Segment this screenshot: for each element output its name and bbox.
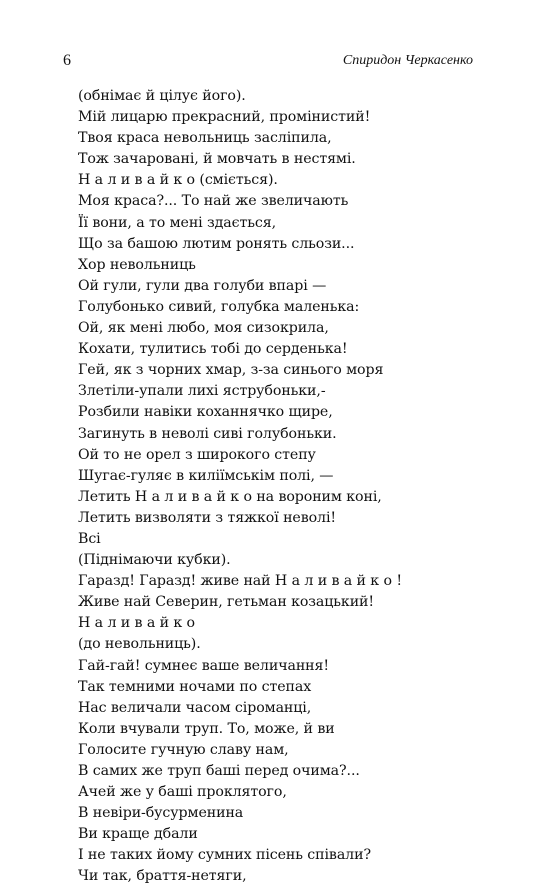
text-line: Тож зачаровані, й мовчать в нестямі. xyxy=(78,151,356,168)
text-line: Гей, як з чорних хмар, з-за синього моря xyxy=(78,362,384,379)
text-line: Коли вчували труп. То, може, й ви xyxy=(78,720,335,737)
text-line: І не таких йому сумних пісень співали? xyxy=(78,847,371,864)
text-line: Шугає-гуляє в киліїмськім полі, — xyxy=(78,467,334,484)
page-header xyxy=(63,52,473,72)
text-line: Кохати, тулитись тобі до серденька! xyxy=(78,341,348,358)
stage-direction: (до невольниць). xyxy=(78,636,201,653)
text-line: Летить Н а л и в а й к о на вороним коні, xyxy=(78,488,382,505)
text-line: Ви краще дбали xyxy=(78,826,198,843)
poem-text xyxy=(78,86,518,888)
text-line: Гай-гай! сумнеє ваше величання! xyxy=(78,657,329,674)
text-line: Чи так, браття-нетяги, xyxy=(78,868,247,885)
text-line: Ой то не орел з широкого степу xyxy=(78,446,316,463)
speaker-line: Хор невольниць xyxy=(78,256,196,273)
text-line: Ой гули, гули два голуби впарі — xyxy=(78,277,327,294)
text-line: Моя краса?... То най же звеличають xyxy=(78,193,349,210)
speaker-line: Н а л и в а й к о xyxy=(78,615,195,632)
text-line: Нас величали часом сіроманці, xyxy=(78,699,312,716)
text-line: Загинуть в неволі сиві голубоньки. xyxy=(78,425,337,442)
text-line: Голубонько сивий, голубка маленька: xyxy=(78,298,360,315)
speaker-line: Н а л и в а й к о (сміється). xyxy=(78,172,278,189)
text-line: Ачей же у баші проклятого, xyxy=(78,784,287,801)
text-line: Так темними ночами по степах xyxy=(78,678,312,695)
text-line: Її вони, а то мені здається, xyxy=(78,214,276,231)
text-line: В невіри-бусурменина xyxy=(78,805,244,822)
running-title: Спиридон Черкасенко xyxy=(342,53,473,68)
text-line: Ой, як мені любо, моя сизокрила, xyxy=(78,320,329,337)
text-line: (обнімає й цілує його). xyxy=(78,88,246,104)
text-line: Живе най Северин, гетьман козацький! xyxy=(78,594,375,611)
text-line: Голосите гучную славу нам, xyxy=(78,741,289,758)
page-number: 6 xyxy=(63,52,71,69)
text-line: Летить визволяти з тяжкої неволі! xyxy=(78,509,336,526)
text-line: Що за башою лютим ронять сльози... xyxy=(78,235,355,252)
text-line: Твоя краса невольниць засліпила, xyxy=(78,130,332,147)
text-line: Гаразд! Гаразд! живе най Н а л и в а й к о ! xyxy=(78,573,402,590)
text-line: Розбили навіки коханнячко щире, xyxy=(78,404,333,421)
text-line: В самих же труп баші перед очима?... xyxy=(78,763,360,779)
speaker-line: Всі xyxy=(78,530,101,547)
stage-direction: (Піднімаючи кубки). xyxy=(78,552,231,569)
text-line: Мій лицарю прекрасний, промінистий! xyxy=(78,109,371,126)
text-line: Злетіли-упали лихі яструбоньки,- xyxy=(78,383,326,400)
